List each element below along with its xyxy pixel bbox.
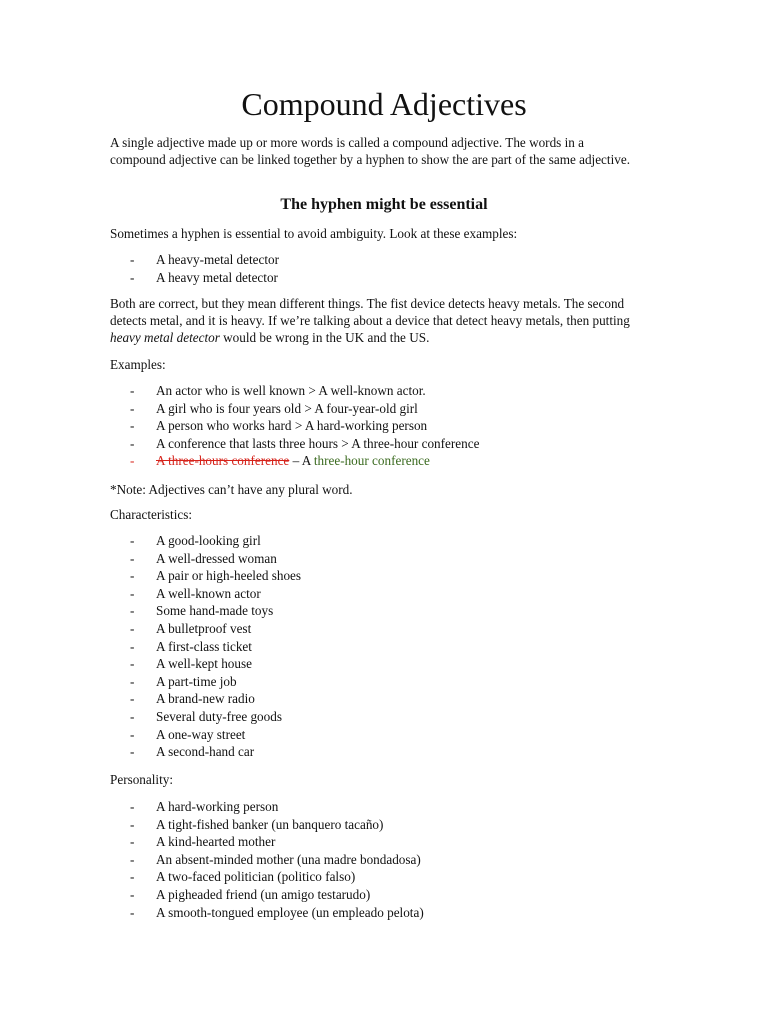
list-item-text: Some hand-made toys xyxy=(156,603,274,619)
list-item xyxy=(110,798,670,816)
list-item xyxy=(110,655,670,673)
list-item xyxy=(110,269,670,287)
list-item xyxy=(110,620,670,638)
bullet-dash: - xyxy=(130,620,135,636)
list-item-text: A person who works hard > A hard-working person xyxy=(156,418,428,434)
personality-list xyxy=(110,798,670,921)
bullet-dash: - xyxy=(130,533,135,548)
list-item xyxy=(110,690,670,708)
intro-paragraph: A single adjective made up or more words is called a compound adjective. The words in a compound adjective can be linked together by a hyphen to show the are part of the same adjective. xyxy=(110,135,630,168)
bullet-dash: - xyxy=(130,904,135,920)
list-item xyxy=(110,602,670,620)
list-item-text: A heavy-metal detector xyxy=(156,252,280,267)
list-item xyxy=(110,673,670,691)
list-item-text: An absent-minded mother (una madre bondadosa) xyxy=(156,851,421,867)
list-item xyxy=(110,417,670,435)
list-item-text: A second-hand car xyxy=(156,744,255,760)
bullet-dash: - xyxy=(130,550,135,566)
list-item-text: A part-time job xyxy=(156,673,237,689)
list-item-text: A hard-working person xyxy=(156,799,279,814)
bullet-dash: - xyxy=(130,418,135,434)
bullet-dash: - xyxy=(130,708,135,724)
list-item xyxy=(110,851,670,869)
list-item-text: A pigheaded friend (un amigo testarudo) xyxy=(156,886,371,902)
bullet-dash: - xyxy=(130,816,135,832)
list-item-text: A well-known actor xyxy=(156,585,261,601)
list-item-text: A tight-fished banker (un banquero tacaño) xyxy=(156,816,384,832)
list-item-text: A well-dressed woman xyxy=(156,550,277,566)
list-item xyxy=(110,382,670,400)
list-item-text: A first-class ticket xyxy=(156,638,252,654)
list-item-text: A kind-hearted mother xyxy=(156,834,276,850)
bullet-dash: - xyxy=(130,568,135,584)
list-item-text: A pair or high-heeled shoes xyxy=(156,568,302,584)
list-item xyxy=(110,904,670,922)
bullet-dash: - xyxy=(130,603,135,619)
bullet-dash: - xyxy=(130,886,135,902)
bullet-dash: - xyxy=(130,834,135,850)
list-item-text: A two-faced politician (politico falso) xyxy=(156,869,356,885)
examples-label: Examples: xyxy=(110,357,166,372)
bullet-dash: - xyxy=(130,400,135,416)
list-item-text: A conference that lasts three hours > A three-hour conference xyxy=(156,435,480,451)
list-item-text: An actor who is well known > A well-known actor. xyxy=(156,383,426,398)
bullet-dash: - xyxy=(130,799,135,814)
list-item xyxy=(110,550,670,568)
bullet-dash: - xyxy=(130,869,135,885)
ambiguity-intro: Sometimes a hyphen is essential to avoid ambiguity. Look at these examples: xyxy=(110,226,518,241)
bullet-dash: - xyxy=(130,453,135,469)
list-item xyxy=(110,435,670,453)
ambiguity-list xyxy=(110,251,670,286)
bullet-dash: - xyxy=(130,656,135,672)
bullet-dash: - xyxy=(130,851,135,867)
list-item-text: A girl who is four years old > A four-year-old girl xyxy=(156,400,418,416)
bullet-dash: - xyxy=(130,435,135,451)
list-item-correction xyxy=(110,452,670,470)
list-item xyxy=(110,743,670,761)
personality-label: Personality: xyxy=(110,772,174,787)
list-item xyxy=(110,868,670,886)
note-paragraph: *Note: Adjectives can’t have any plural word. xyxy=(110,482,353,497)
wrong-example: A three-hours conference xyxy=(156,453,290,469)
bullet-dash: - xyxy=(130,383,135,398)
bullet-dash: - xyxy=(130,252,135,267)
correct-example: three-hour conference xyxy=(313,453,430,469)
list-item xyxy=(110,886,670,904)
bullet-dash: - xyxy=(130,726,135,742)
list-item xyxy=(110,400,670,418)
list-item-text: Several duty-free goods xyxy=(156,708,282,724)
explanation-italic: heavy metal detector xyxy=(110,330,220,346)
list-item xyxy=(110,567,670,585)
list-item xyxy=(110,532,670,550)
correction-separator: – A xyxy=(289,453,314,469)
list-item-text: A smooth-tongued employee (un empleado pelota) xyxy=(156,904,424,920)
examples-list xyxy=(110,382,670,470)
list-item xyxy=(110,833,670,851)
explanation-text: Both are correct, but they mean different things. The fist device detects heavy metals. The second detects metal, and it is heavy. If we’re talking about a device that detect heavy metals, then putting xyxy=(110,296,630,329)
bullet-dash: - xyxy=(130,744,135,760)
list-item xyxy=(110,585,670,603)
list-item xyxy=(110,816,670,834)
list-item xyxy=(110,708,670,726)
list-item-text: A heavy metal detector xyxy=(156,269,278,285)
bullet-dash: - xyxy=(130,638,135,654)
list-item xyxy=(110,726,670,744)
bullet-dash: - xyxy=(130,673,135,689)
list-item-text: A one-way street xyxy=(156,726,246,742)
characteristics-label: Characteristics: xyxy=(110,507,193,522)
list-item-text: A good-looking girl xyxy=(156,533,261,548)
explanation-text-end: would be wrong in the UK and the US. xyxy=(219,330,430,346)
page-title: Compound Adjectives xyxy=(241,86,527,122)
bullet-dash: - xyxy=(130,269,135,285)
list-item-text: A bulletproof vest xyxy=(156,620,252,636)
bullet-dash: - xyxy=(130,691,135,707)
list-item-text: A well-kept house xyxy=(156,656,252,672)
section-heading: The hyphen might be essential xyxy=(280,196,488,213)
characteristics-list xyxy=(110,532,670,761)
list-item-text: A brand-new radio xyxy=(156,691,255,707)
bullet-dash: - xyxy=(130,585,135,601)
explanation-paragraph xyxy=(110,295,630,347)
list-item xyxy=(110,251,670,269)
list-item xyxy=(110,638,670,656)
